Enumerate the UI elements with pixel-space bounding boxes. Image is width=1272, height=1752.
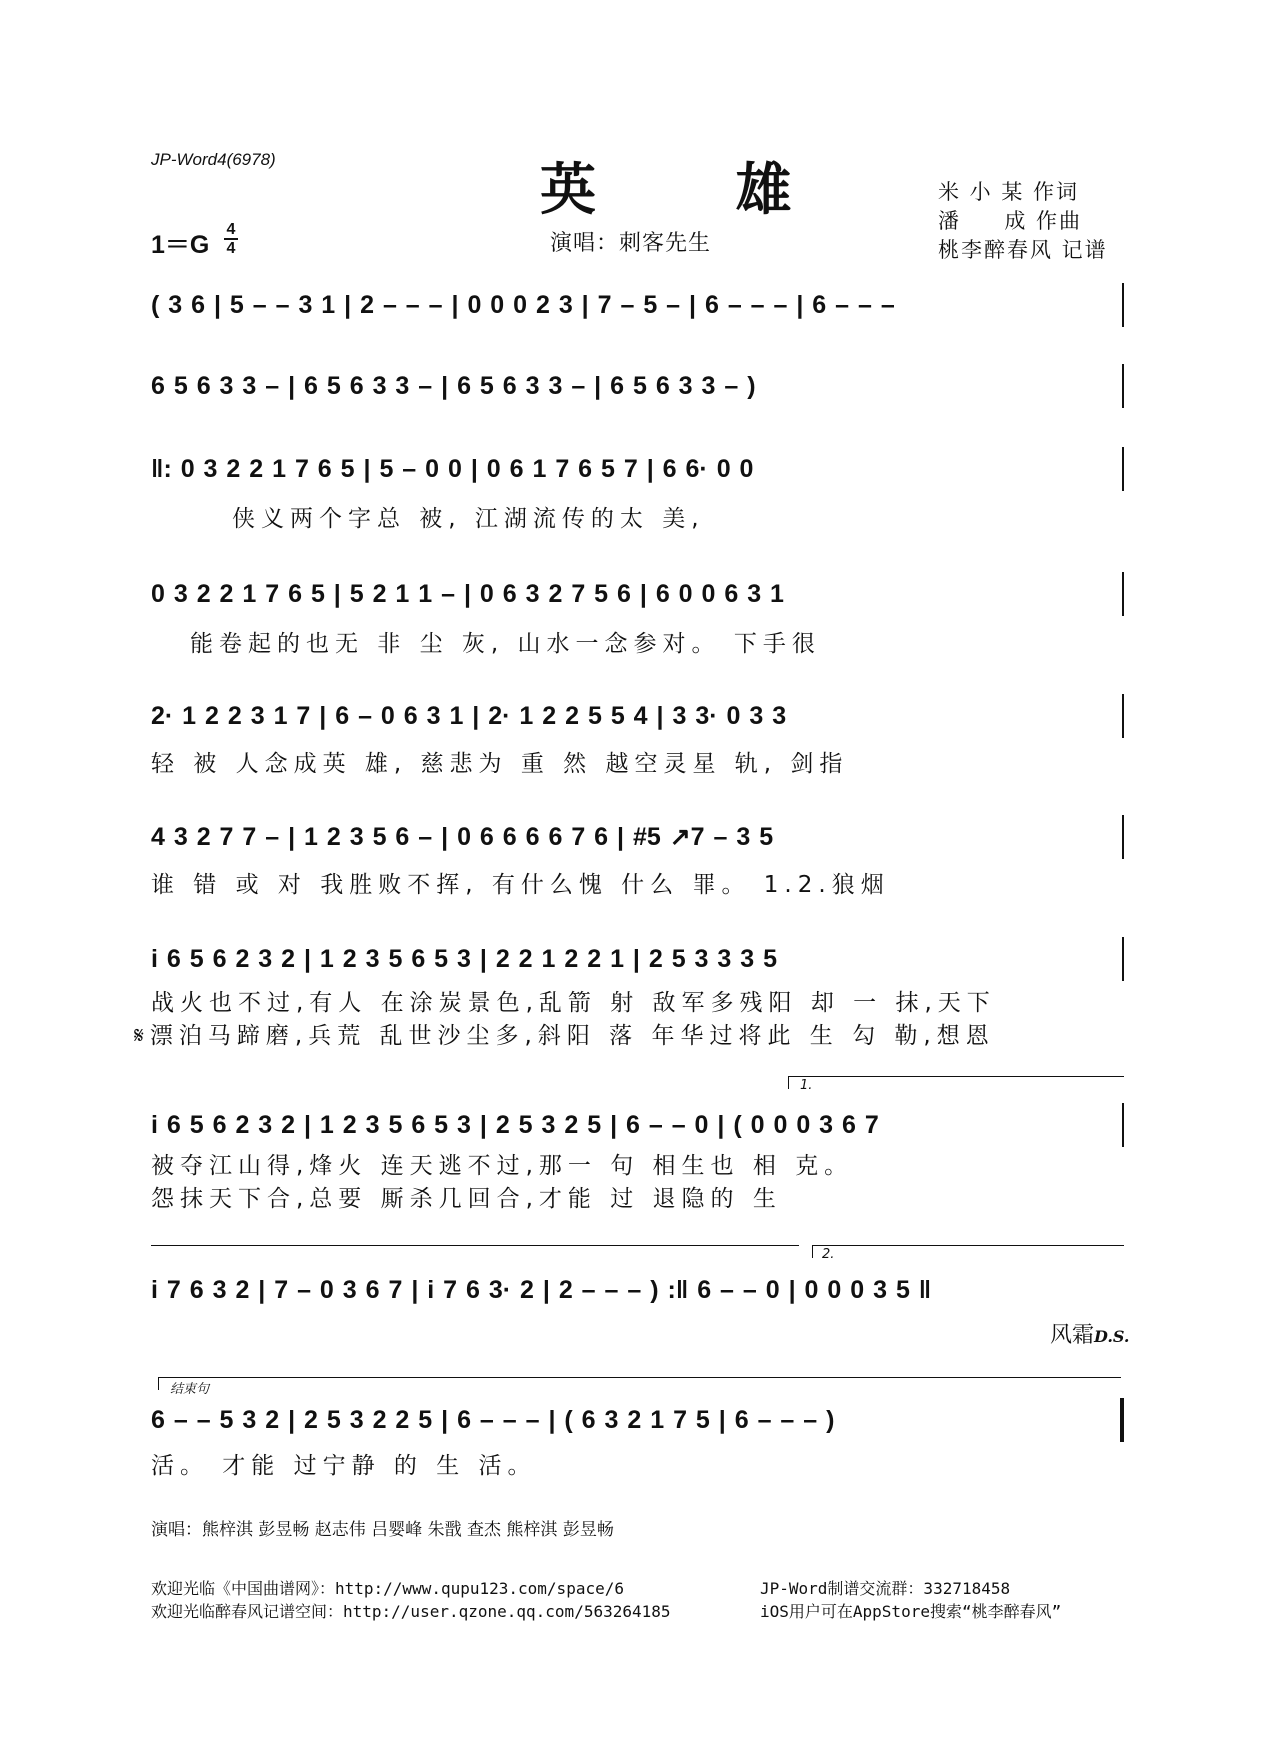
lyric-line-3: 侠义两个字总 被, 江湖流传的太 美, xyxy=(232,506,705,532)
score-line-8 xyxy=(151,1103,1124,1147)
coda-label: 结束句 xyxy=(170,1382,210,1397)
footer-ios: iOS用户可在AppStore搜索“桃李醉春风” xyxy=(760,1602,1062,1621)
lyric-line-8b: 怨抹天下合,总要 厮杀几回合,才能 过 退隐的 生 xyxy=(151,1186,782,1212)
volta-1-continuation xyxy=(151,1245,799,1258)
coda-bracket xyxy=(158,1377,1121,1390)
notes: 2· 1 2 2 3 1 7 | 6 – 0 6 3 1 | 2· 1 2 2 5 5 4 | 3 3· 0 3 3 xyxy=(151,702,787,730)
footer-link-1: 欢迎光临《中国曲谱网》：http://www.qupu123.com/space/6 xyxy=(151,1579,624,1598)
score-line-4 xyxy=(151,572,1124,616)
notes: i 7 6 3 2 | 7 – 0 3 6 7 | i 7 6 3· 2 | 2 – – – ) :‖ 6 – – 0 | 0 0 0 3 5 ‖ xyxy=(151,1276,932,1304)
lyric-line-6: 谁 错 或 对 我胜败不挥, 有什么愧 什么 罪。 1.2.狼烟 xyxy=(151,872,890,898)
score-line-5 xyxy=(151,694,1124,738)
lyric-line-4: 能卷起的也无 非 尘 灰, 山水一念参对。 下手很 xyxy=(190,631,821,657)
score-line-7 xyxy=(151,937,1124,981)
composer-credit: 潘 成 作曲 xyxy=(938,209,1083,233)
key-signature: 1＝G xyxy=(151,231,210,259)
score-line-1 xyxy=(151,283,1124,327)
lyric-line-8a: 被夺江山得,烽火 连天逃不过,那一 句 相生也 相 克。 xyxy=(151,1153,854,1179)
transcriber-credit: 桃李醉春风 记谱 xyxy=(938,238,1108,262)
score-line-9 xyxy=(151,1268,1124,1312)
notes: 6 5 6 3 3 – | 6 5 6 3 3 – | 6 5 6 3 3 – | 6 5 6 3 3 – ) xyxy=(151,372,756,400)
notes: ‖: 0 3 2 2 1 7 6 5 | 5 – 0 0 | 0 6 1 7 6 5 7 | 6 6· 0 0 xyxy=(151,455,754,483)
volta-1-bracket xyxy=(788,1076,1124,1089)
notes: 6 – – 5 3 2 | 2 5 3 2 2 5 | 6 – – – | ( 6 3 2 1 7 5 | 6 – – – ) xyxy=(151,1406,835,1434)
song-title: 英 雄 xyxy=(540,157,852,223)
singer: 演唱：刺客先生 xyxy=(550,231,712,256)
notes: ( 3 6 | 5 – – 3 1 | 2 – – – | 0 0 0 2 3 | 7 – 5 – | 6 – – – | 6 – – – xyxy=(151,291,895,319)
software-tag: JP-Word4(6978) xyxy=(151,150,276,169)
footer-group: JP-Word制谱交流群：332718458 xyxy=(760,1579,1011,1598)
lyricist-credit: 米 小 某 作词 xyxy=(938,180,1080,204)
performers: 演唱：熊梓淇 彭昱畅 赵志伟 吕婴峰 朱戬 查杰 熊梓淇 彭昱畅 xyxy=(151,1520,614,1540)
score-line-3 xyxy=(151,447,1124,491)
notes: i 6 5 6 2 3 2 | 1 2 3 5 6 5 3 | 2 5 3 2 5 | 6 – – 0 | ( 0 0 0 3 6 7 xyxy=(151,1111,879,1139)
volta-2-label: 2. xyxy=(822,1247,835,1262)
ds-lyric: 风霜 xyxy=(1050,1323,1095,1348)
meter-top: 4 xyxy=(226,221,236,238)
score-line-2 xyxy=(151,364,1124,408)
meter-bottom: 4 xyxy=(226,240,236,257)
notes: 4 3 2 7 7 – | 1 2 3 5 6 – | 0 6 6 6 6 7 6 | #5 ↗7 – 3 5 xyxy=(151,823,774,851)
lyric-line-7a: 战火也不过,有人 在涂炭景色,乱箭 射 敌军多残阳 却 一 抹,天下 xyxy=(151,990,996,1016)
notes: 0 3 2 2 1 7 6 5 | 5 2 1 1 – | 0 6 3 2 7 5 6 | 6 0 0 6 3 1 xyxy=(151,580,784,608)
score-line-10 xyxy=(151,1398,1124,1442)
footer-right xyxy=(760,1577,1061,1623)
credits xyxy=(938,178,1108,265)
lyric-line-10: 活。 才能 过宁静 的 生 活。 xyxy=(151,1453,537,1479)
footer-link-2: 欢迎光临醉春风记谱空间：http://user.qzone.qq.com/563264185 xyxy=(151,1602,671,1621)
volta-1-label: 1. xyxy=(800,1078,813,1093)
score-line-6 xyxy=(151,815,1124,859)
lyric-line-7b: 𝄋漂泊马蹄磨,兵荒 乱世沙尘多,斜阳 落 年华过将此 生 勾 勒,想恩 xyxy=(134,1023,995,1049)
dal-segno xyxy=(1050,1318,1129,1349)
notes: i 6 5 6 2 3 2 | 1 2 3 5 6 5 3 | 2 2 1 2 2 1 | 2 5 3 3 3 5 xyxy=(151,945,778,973)
footer-left xyxy=(151,1577,671,1623)
volta-2-bracket xyxy=(812,1245,1124,1258)
ds-mark: D.S. xyxy=(1094,1327,1130,1346)
time-signature xyxy=(224,222,238,256)
lyric-line-5: 轻 被 人念成英 雄, 慈悲为 重 然 越空灵星 轨, 剑指 xyxy=(151,751,849,777)
